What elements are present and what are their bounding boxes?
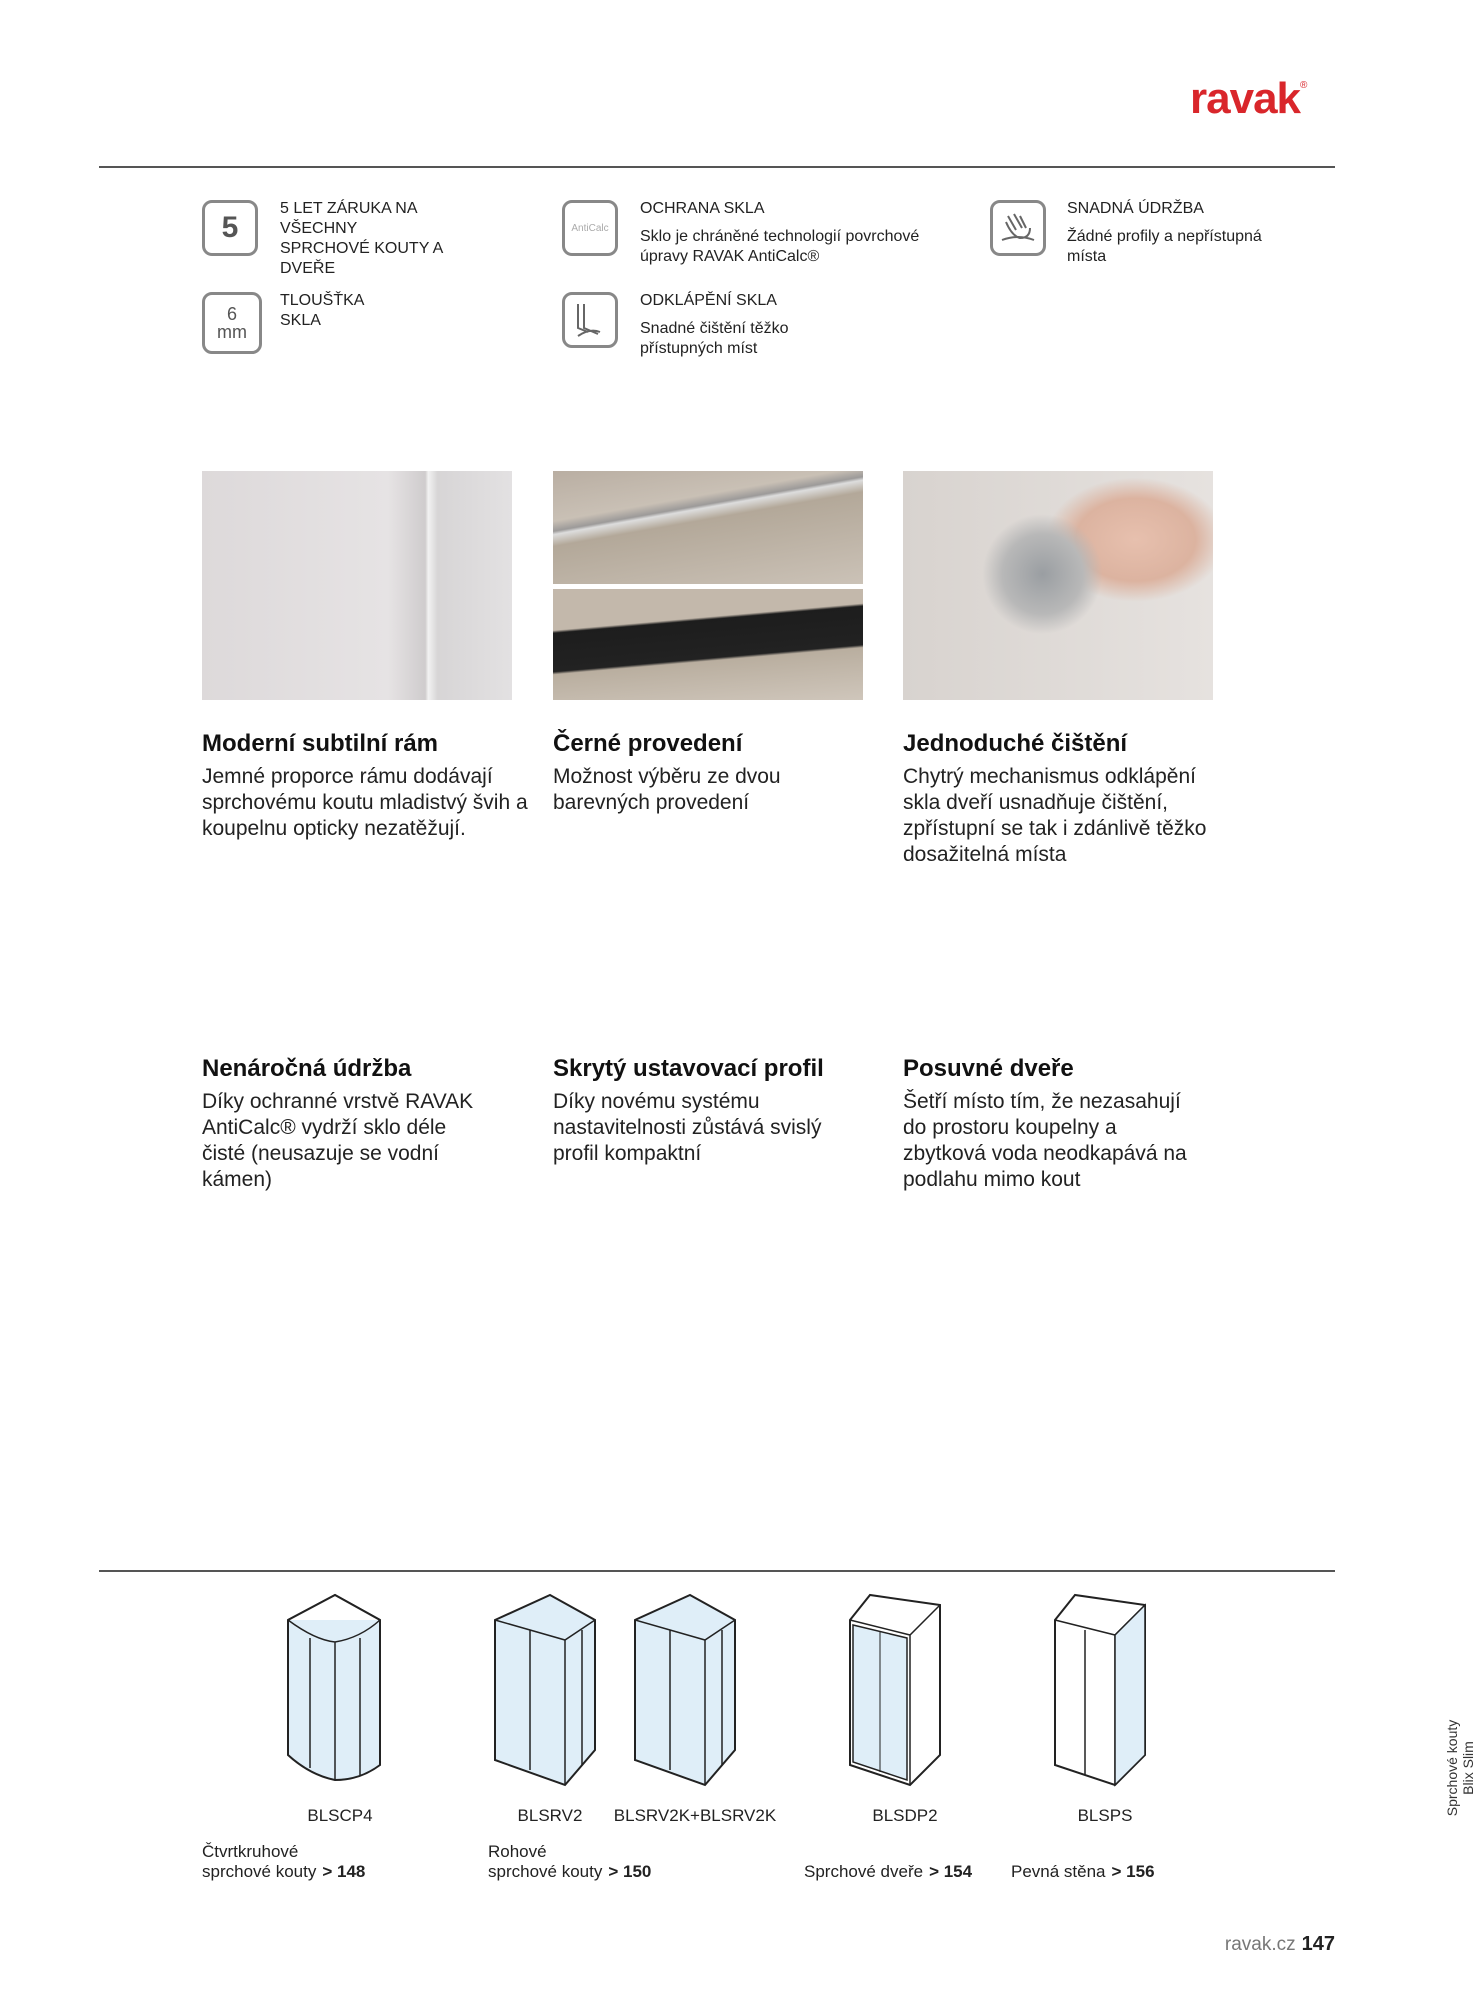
glass-tilt-icon xyxy=(562,292,618,348)
feature-glass-tilt xyxy=(640,291,840,359)
feature-title: OCHRANA SKLA xyxy=(640,200,765,217)
model-label[interactable]: BLSDP2 xyxy=(872,1806,938,1825)
top-divider xyxy=(99,166,1335,168)
category-link-wall[interactable] xyxy=(1011,1862,1155,1882)
blscp4-drawing xyxy=(280,1590,390,1790)
side-label-line: Blix Slim xyxy=(1460,1741,1476,1795)
feature-thickness xyxy=(280,291,390,331)
feature-text: Snadné čištění těžko přístupných míst xyxy=(640,320,789,357)
feature-text: Žádné profily a nepřístupná místa xyxy=(1067,228,1262,265)
footer xyxy=(1225,1933,1335,1956)
feature-easy-maintenance xyxy=(1067,199,1287,267)
bottom-divider xyxy=(99,1570,1335,1572)
feature-warranty xyxy=(280,199,450,279)
category-page: > 148 xyxy=(322,1862,366,1881)
feature-title: 5 LET ZÁRUKA NA VŠECHNY SPRCHOVÉ KOUTY A DVEŘE xyxy=(280,200,443,277)
side-section-label xyxy=(1444,1713,1476,1823)
category-link-doors[interactable] xyxy=(804,1862,972,1882)
photo-slim-frame xyxy=(202,471,512,700)
logo-reg: ® xyxy=(1300,80,1307,91)
glass-thickness-icon xyxy=(202,292,262,354)
category-page: > 150 xyxy=(608,1862,652,1881)
block-title: Skrytý ustavovací profil xyxy=(553,1055,824,1082)
ravak-logo xyxy=(1190,74,1306,124)
feature-title: SNADNÁ ÚDRŽBA xyxy=(1067,200,1204,217)
blsps-drawing xyxy=(1050,1590,1150,1790)
blsrv2-drawing xyxy=(490,1590,600,1790)
block-black-finish xyxy=(553,730,883,816)
block-text: Možnost výběru ze dvou barevných provedení xyxy=(553,765,781,814)
block-hidden-profile xyxy=(553,1055,883,1167)
photo-chrome-frame xyxy=(553,471,863,584)
block-title: Nenáročná údržba xyxy=(202,1055,412,1082)
category-line: Rohové xyxy=(488,1842,547,1861)
icon-label: 6 mm xyxy=(217,304,247,342)
block-sliding-doors xyxy=(903,1055,1233,1193)
category-link-corner[interactable] xyxy=(488,1842,651,1882)
page-number: 147 xyxy=(1301,1933,1335,1955)
blsrv2k-drawing xyxy=(630,1590,740,1790)
block-slim-frame xyxy=(202,730,532,842)
category-line: Pevná stěna xyxy=(1011,1862,1106,1881)
block-text: Chytrý mechanismus odklápění skla dveří usnadňuje čištění, zpřístupní se tak i zdánlivě těžko dosažitelná místa xyxy=(903,765,1207,866)
block-title: Černé provedení xyxy=(553,730,743,757)
blsdp2-drawing xyxy=(845,1590,945,1790)
category-page: > 156 xyxy=(1111,1862,1155,1881)
model-label[interactable]: BLSPS xyxy=(1077,1806,1133,1825)
block-title: Moderní subtilní rám xyxy=(202,730,439,757)
block-easy-cleaning xyxy=(903,730,1233,868)
block-text: Jemné proporce rámu dodávají sprchovému koutu mladistvý švih a koupelnu opticky nezatěžují. xyxy=(202,765,528,840)
feature-text: Sklo je chráněné technologií povrchové úpravy RAVAK AntiCalc® xyxy=(640,228,920,265)
anticalc-icon xyxy=(562,200,618,256)
feature-glass-protection xyxy=(640,199,940,267)
warranty-5-icon xyxy=(202,200,258,256)
photo-black-finish xyxy=(553,471,863,700)
icon-label: 5 xyxy=(221,211,239,244)
category-page: > 154 xyxy=(929,1862,973,1881)
category-line: Čtvrtkruhové xyxy=(202,1842,299,1861)
category-line: sprchové kouty xyxy=(488,1862,603,1881)
block-text: Díky ochranné vrstvě RAVAK AntiCalc® vydrží sklo déle čisté (neusazuje se vodní kámen) xyxy=(202,1090,474,1191)
block-title: Posuvné dveře xyxy=(903,1055,1074,1082)
logo-text: ravak xyxy=(1190,74,1301,123)
model-label[interactable]: BLSCP4 xyxy=(307,1806,373,1825)
category-link-quarter[interactable] xyxy=(202,1842,365,1882)
icon-label: AntiCalc xyxy=(571,222,609,234)
category-line: Sprchové dveře xyxy=(804,1862,924,1881)
footer-site[interactable]: ravak.cz xyxy=(1224,1934,1296,1955)
hand-wipe-icon xyxy=(990,200,1046,256)
category-line: sprchové kouty xyxy=(202,1862,317,1881)
block-text: Šetří místo tím, že nezasahují do prostoru koupelny a zbytková voda neodkapává na podlahu mimo kout xyxy=(903,1090,1187,1191)
feature-title: TLOUŠŤKA SKLA xyxy=(280,292,364,329)
block-text: Díky novému systému nastavitelnosti zůstává svislý profil kompaktní xyxy=(553,1090,822,1165)
model-label[interactable]: BLSRV2K+BLSRV2K xyxy=(613,1806,777,1825)
feature-title: ODKLÁPĚNÍ SKLA xyxy=(640,292,777,309)
photo-cleaning-mechanism xyxy=(903,471,1213,700)
block-maintenance xyxy=(202,1055,532,1193)
model-label[interactable]: BLSRV2 xyxy=(517,1806,583,1825)
photo-black-frame xyxy=(553,589,863,700)
block-title: Jednoduché čištění xyxy=(903,730,1128,757)
side-label-line: Sprchové kouty xyxy=(1444,1719,1460,1817)
